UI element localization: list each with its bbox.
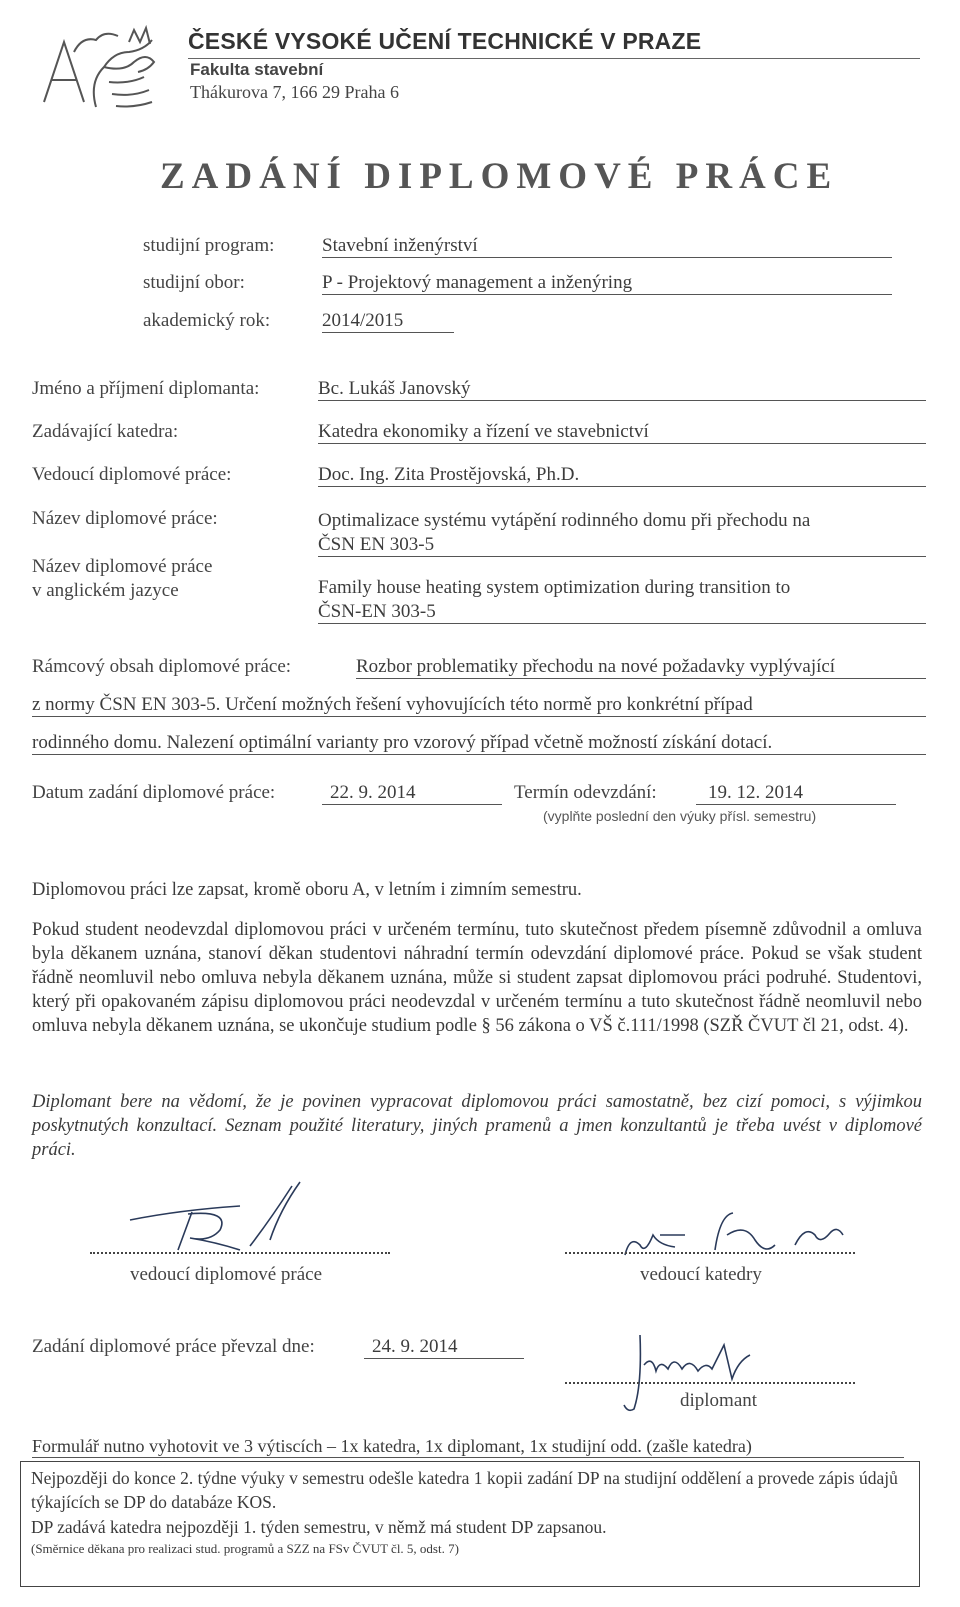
due-date-label: Termín odevzdání: [514,782,657,803]
content-line-3: rodinného domu. Nalezení optimální varianty pro vzorový případ včetně možností získání dotací. [32,732,926,755]
header-rule [188,58,920,59]
due-date-value: 19. 12. 2014 [696,782,896,805]
footer-box-text-1: Nejpozději do konce 2. týdne výuky v semestru odešle katedra 1 kopii zadání DP na studijní oddělení a provede zápis údajů týkajících se DP do databáze KOS. [31,1468,898,1512]
student-signature-line [565,1382,855,1384]
head-signature-line [565,1252,855,1254]
received-value: 24. 9. 2014 [364,1336,524,1359]
thesis-title-en-line-1: Family house heating system optimization during transition to [318,577,791,598]
footer-note: Formulář nutno vyhotovit ve 3 výtiscích – 1x katedra, 1x diplomant, 1x studijní odd. (zašle katedra) [32,1436,904,1458]
supervisor-label: Vedoucí diplomové práce: [32,464,232,485]
department-label: Zadávající katedra: [32,421,179,442]
content-line-1: Rozbor problematiky přechodu na nové požadavky vyplývající [356,656,926,679]
program-label: studijní program: [143,235,275,256]
year-label: akademický rok: [143,310,271,331]
field-label: studijní obor: [143,272,245,293]
year-value: 2014/2015 [322,310,454,333]
assign-date-value: 22. 9. 2014 [322,782,502,805]
thesis-title-en-line-2: ČSN-EN 303-5 [318,601,926,624]
cvut-lion-logo-icon [34,22,164,114]
thesis-title-line-2: ČSN EN 303-5 [318,534,926,557]
supervisor-signature-line [90,1252,390,1254]
faculty-name: Fakulta stavební [190,60,324,79]
head-signature [615,1205,855,1265]
supervisor-value: Doc. Ing. Zita Prostějovská, Ph.D. [318,464,926,487]
footer-box [20,1461,920,1587]
program-value: Stavební inženýrství [322,235,892,258]
thesis-title-en-label-2: v anglickém jazyce [32,580,179,601]
content-line-2: z normy ČSN EN 303-5. Určení možných řešení vyhovujících této normě pro konkrétní případ [32,694,926,717]
thesis-title-line-1: Optimalizace systému vytápění rodinného domu při přechodu na [318,510,811,531]
paragraph-semester: Diplomovou práci lze zapsat, kromě oboru A, v letním i zimním semestru. [32,880,582,900]
page-title: ZADÁNÍ DIPLOMOVÉ PRÁCE [160,156,839,197]
faculty-address: Thákurova 7, 166 29 Praha 6 [190,82,399,102]
department-value: Katedra ekonomiky a řízení ve stavebnictví [318,421,926,444]
assign-date-label: Datum zadání diplomové práce: [32,782,276,803]
paragraph-deadline: Pokud student neodevzdal diplomovou práci v určeném termínu, tuto skutečnost předem písemně zdůvodnil a omluva byla děkanem uznána, stanoví děkan studentovi náhradní termín odevzdání diplomové práce. Pokud se však student řádně neomluvil nebo omluva nebyla děkanem uznána, může si student zapsat diplomovou práci podruhé. Studentovi, který při opakovaném zápisu diplomovou práci neodevzdal v určeném termínu a tuto skutečnost řádně neomluvil nebo omluva nebyla děkanem uznána, se ukončuje studium podle § 56 zákona o VŠ č.111/1998 (SZŘ ČVUT čl 21, odst. 4). [32,920,922,1036]
received-label: Zadání diplomové práce převzal dne: [32,1336,315,1357]
paragraph-declaration: Diplomant bere na vědomí, že je povinen vypracovat diplomovou práci samostatně, bez cizí pomoci, s výjimkou poskytnutých konzultací. Seznam použité literatury, jiných pramenů a jmen konzultantů je třeba uvést v diplomové práci. [32,1092,922,1160]
thesis-title-label: Název diplomové práce: [32,508,218,529]
head-signature-label: vedoucí katedry [640,1264,762,1285]
content-label: Rámcový obsah diplomové práce: [32,656,292,677]
student-signature-label: diplomant [680,1390,758,1411]
thesis-title-en-label-1: Název diplomové práce [32,556,213,577]
field-value: P - Projektový management a inženýring [322,272,892,295]
university-name: ČESKÉ VYSOKÉ UČENÍ TECHNICKÉ V PRAZE [188,28,702,54]
supervisor-signature [120,1180,320,1260]
student-value: Bc. Lukáš Janovský [318,378,926,401]
footer-box-text-2: DP zadává katedra nejpozději 1. týden semestru, v němž má student DP zapsanou. [31,1517,607,1537]
supervisor-signature-label: vedoucí diplomové práce [130,1264,323,1285]
due-date-note: (vyplňte poslední den výuky přísl. semestru) [543,808,817,824]
logo [34,22,164,114]
student-label: Jméno a příjmení diplomanta: [32,378,260,399]
footer-box-text-3: (Směrnice děkana pro realizaci stud. programů a SZZ na FSv ČVUT čl. 5, odst. 7) [31,1541,459,1556]
